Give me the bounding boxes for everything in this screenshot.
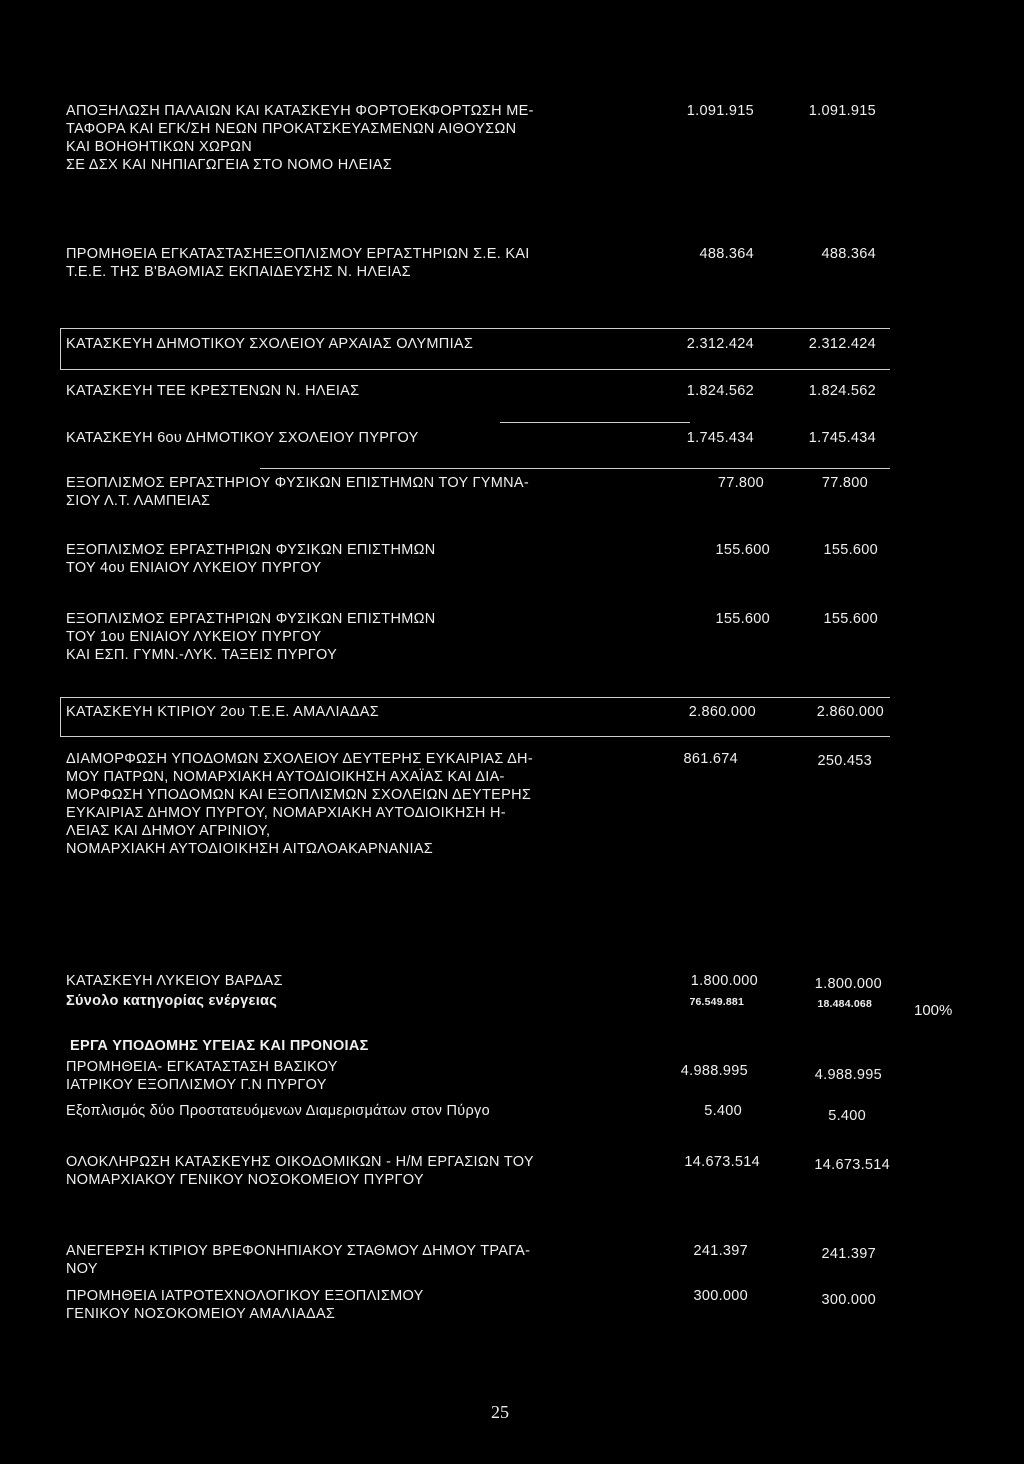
table-rule: [260, 468, 890, 469]
description-line: Εξοπλισμός δύο Προστατευόμενων Διαμερισμάτων στον Πύργο: [66, 1103, 490, 1119]
description-line: ΕΞΟΠΛΙΣΜΟΣ ΕΡΓΑΣΤΗΡΙΩΝ ΦΥΣΙΚΩΝ ΕΠΙΣΤΗΜΩΝ: [66, 611, 436, 627]
allocated-value: 1.091.915: [808, 103, 876, 119]
allocated-value: 155.600: [823, 542, 878, 558]
budget-value: 1.800.000: [690, 973, 758, 989]
description-line: ΚΑΤΑΣΚΕΥΗ ΚΤΙΡΙΟΥ 2ου Τ.Ε.Ε. ΑΜΑΛΙΑΔΑΣ: [66, 704, 379, 720]
item-description: [66, 1153, 656, 1189]
allocated-value: 488.364: [821, 246, 876, 262]
description-line: ΛΕΙΑΣ ΚΑΙ ΔΗΜΟΥ ΑΓΡΙΝΙΟΥ,: [66, 823, 271, 839]
description-line: Σύνολο κατηγορίας ενέργειας: [66, 993, 278, 1009]
table-rule: [60, 328, 61, 370]
description-line: ΚΑΙ ΒΟΗΘΗΤΙΚΩΝ ΧΩΡΩΝ: [66, 139, 252, 155]
description-line: ΕΡΓΑ ΥΠΟΔΟΜΗΣ ΥΓΕΙΑΣ ΚΑΙ ΠΡΟΝΟΙΑΣ: [70, 1038, 369, 1054]
allocated-value: 1.800.000: [814, 976, 882, 992]
description-line: ΓΕΝΙΚΟΥ ΝΟΣΟΚΟΜΕΙΟΥ ΑΜΑΛΙΑΔΑΣ: [66, 1306, 336, 1322]
table-rule: [60, 697, 61, 737]
section-heading: [70, 1037, 660, 1055]
allocated-value: 2.312.424: [808, 336, 876, 352]
page-number: 25: [491, 1402, 509, 1422]
budget-value: 14.673.514: [684, 1154, 760, 1170]
item-description: [66, 1287, 656, 1323]
description-line: ΚΑΤΑΣΚΕΥΗ ΔΗΜΟΤΙΚΟΥ ΣΧΟΛΕΙΟΥ ΑΡΧΑΙΑΣ ΟΛΥΜΠΙΑΣ: [66, 336, 474, 352]
item-description: [66, 972, 656, 990]
budget-value: 300.000: [693, 1288, 748, 1304]
allocated-value: 14.673.514: [814, 1157, 890, 1173]
budget-value: 155.600: [715, 611, 770, 627]
description-line: ΚΑΙ ΕΣΠ. ΓΥΜΝ.-ΛΥΚ. ΤΑΞΕΙΣ ΠΥΡΓΟΥ: [66, 647, 338, 663]
description-line: ΠΡΟΜΗΘΕΙΑ ΕΓΚΑΤΑΣΤΑΣΗΕΞΟΠΛΙΣΜΟΥ ΕΡΓΑΣΤΗΡΙΩΝ Σ.Ε. ΚΑΙ: [66, 246, 530, 262]
description-line: ΕΞΟΠΛΙΣΜΟΣ ΕΡΓΑΣΤΗΡΙΟΥ ΦΥΣΙΚΩΝ ΕΠΙΣΤΗΜΩΝ ΤΟΥ ΓΥΜΝΑ-: [66, 475, 530, 491]
allocated-value: 1.824.562: [808, 383, 876, 399]
description-line: ΝΟΥ: [66, 1261, 98, 1277]
item-description: [66, 245, 656, 281]
description-line: ΜΟΡΦΩΣΗ ΥΠΟΔΟΜΩΝ ΚΑΙ ΕΞΟΠΛΙΣΜΩΝ ΣΧΟΛΕΙΩΝ ΔΕΥΤΕΡΗΣ: [66, 787, 532, 803]
table-rule: [60, 736, 890, 737]
allocated-value: 155.600: [823, 611, 878, 627]
budget-value: 861.674: [683, 751, 738, 767]
item-description: [66, 1102, 656, 1120]
allocated-value: 300.000: [821, 1292, 876, 1308]
description-line: ΑΝΕΓΕΡΣΗ ΚΤΙΡΙΟΥ ΒΡΕΦΟΝΗΠΙΑΚΟΥ ΣΤΑΘΜΟΥ ΔΗΜΟΥ ΤΡΑΓΑ-: [66, 1243, 531, 1259]
budget-value: 155.600: [715, 542, 770, 558]
allocated-value: 5.400: [828, 1108, 866, 1124]
description-line: ΤΟΥ 4ου ΕΝΙΑΙΟΥ ΛΥΚΕΙΟΥ ΠΥΡΓΟΥ: [66, 560, 322, 576]
allocated-value: 1.745.434: [808, 430, 876, 446]
budget-value: 4.988.995: [680, 1063, 748, 1079]
item-description: [66, 335, 656, 353]
allocated-value: 4.988.995: [814, 1067, 882, 1083]
budget-value: 77.800: [717, 475, 764, 491]
budget-value: 2.312.424: [686, 336, 754, 352]
table-rule: [60, 697, 890, 698]
item-description: [66, 429, 656, 447]
description-line: ΠΡΟΜΗΘΕΙΑ- ΕΓΚΑΤΑΣΤΑΣΗ ΒΑΣΙΚΟΥ: [66, 1059, 338, 1075]
item-description: [66, 541, 656, 577]
description-line: ΣΕ ΔΣΧ ΚΑΙ ΝΗΠΙΑΓΩΓΕΙΑ ΣΤΟ ΝΟΜΟ ΗΛΕΙΑΣ: [66, 157, 393, 173]
allocated-value: 77.800: [821, 475, 868, 491]
budget-value: 2.860.000: [688, 704, 756, 720]
description-line: ΤΟΥ 1ου ΕΝΙΑΙΟΥ ΛΥΚΕΙΟΥ ΠΥΡΓΟΥ: [66, 629, 322, 645]
description-line: ΕΥΚΑΙΡΙΑΣ ΔΗΜΟΥ ΠΥΡΓΟΥ, ΝΟΜΑΡΧΙΑΚΗ ΑΥΤΟΔΙΟΙΚΗΣΗ Η-: [66, 805, 506, 821]
allocated-value: 250.453: [817, 753, 872, 769]
item-description: [66, 1242, 656, 1278]
allocated-value: 2.860.000: [816, 704, 884, 720]
budget-value: 488.364: [699, 246, 754, 262]
allocated-total: 18.484.068: [817, 998, 872, 1010]
item-description: [66, 703, 656, 721]
allocated-value: 241.397: [821, 1246, 876, 1262]
description-line: Τ.Ε.Ε. ΤΗΣ Β'ΒΑΘΜΙΑΣ ΕΚΠΑΙΔΕΥΣΗΣ Ν. ΗΛΕΙΑΣ: [66, 264, 411, 280]
percentage-value: 100%: [914, 1002, 953, 1019]
description-line: ΟΛΟΚΛΗΡΩΣΗ ΚΑΤΑΣΚΕΥΗΣ ΟΙΚΟΔΟΜΙΚΩΝ - Η/Μ ΕΡΓΑΣΙΩΝ ΤΟΥ: [66, 1154, 534, 1170]
description-line: ΔΙΑΜΟΡΦΩΣΗ ΥΠΟΔΟΜΩΝ ΣΧΟΛΕΙΟΥ ΔΕΥΤΕΡΗΣ ΕΥΚΑΙΡΙΑΣ ΔΗ-: [66, 751, 533, 767]
description-line: ΑΠΟΞΗΛΩΣΗ ΠΑΛΑΙΩΝ ΚΑΙ ΚΑΤΑΣΚΕΥΗ ΦΟΡΤΟΕΚΦΟΡΤΩΣΗ ΜΕ-: [66, 103, 534, 119]
budget-value: 1.824.562: [686, 383, 754, 399]
budget-total: 76.549.881: [689, 996, 744, 1008]
description-line: ΚΑΤΑΣΚΕΥΗ ΛΥΚΕΙΟΥ ΒΑΡΔΑΣ: [66, 973, 283, 989]
budget-value: 241.397: [693, 1243, 748, 1259]
description-line: ΜΟΥ ΠΑΤΡΩΝ, ΝΟΜΑΡΧΙΑΚΗ ΑΥΤΟΔΙΟΙΚΗΣΗ ΑΧΑΪΑΣ ΚΑΙ ΔΙΑ-: [66, 769, 505, 785]
budget-value: 1.091.915: [686, 103, 754, 119]
description-line: ΤΑΦΟΡΑ ΚΑΙ ΕΓΚ/ΣΗ ΝΕΩΝ ΠΡΟΚΑΤΣΚΕΥΑΣΜΕΝΩΝ ΑΙΘΟΥΣΩΝ: [66, 121, 517, 137]
item-description: [66, 1058, 656, 1094]
description-line: ΝΟΜΑΡΧΙΑΚΟΥ ΓΕΝΙΚΟΥ ΝΟΣΟΚΟΜΕΙΟΥ ΠΥΡΓΟΥ: [66, 1172, 424, 1188]
description-line: ΙΑΤΡΙΚΟΥ ΕΞΟΠΛΙΣΜΟΥ Γ.Ν ΠΥΡΓΟΥ: [66, 1077, 327, 1093]
item-description: [66, 750, 656, 858]
description-line: ΝΟΜΑΡΧΙΑΚΗ ΑΥΤΟΔΙΟΙΚΗΣΗ ΑΙΤΩΛΟΑΚΑΡΝΑΝΙΑΣ: [66, 841, 434, 857]
description-line: ΕΞΟΠΛΙΣΜΟΣ ΕΡΓΑΣΤΗΡΙΩΝ ΦΥΣΙΚΩΝ ΕΠΙΣΤΗΜΩΝ: [66, 542, 436, 558]
table-rule: [60, 369, 890, 370]
item-description: [66, 382, 656, 400]
budget-value: 1.745.434: [686, 430, 754, 446]
category-total-label: [66, 992, 656, 1010]
description-line: ΚΑΤΑΣΚΕΥΗ 6ου ΔΗΜΟΤΙΚΟΥ ΣΧΟΛΕΙΟΥ ΠΥΡΓΟΥ: [66, 430, 419, 446]
table-rule: [500, 422, 690, 423]
budget-value: 5.400: [704, 1103, 742, 1119]
description-line: ΣΙΟΥ Λ.Τ. ΛΑΜΠΕΙΑΣ: [66, 493, 211, 509]
item-description: [66, 610, 656, 664]
item-description: [66, 474, 656, 510]
table-rule: [60, 328, 890, 329]
description-line: ΠΡΟΜΗΘΕΙΑ ΙΑΤΡΟΤΕΧΝΟΛΟΓΙΚΟΥ ΕΞΟΠΛΙΣΜΟΥ: [66, 1288, 424, 1304]
item-description: [66, 102, 656, 174]
description-line: ΚΑΤΑΣΚΕΥΗ ΤΕΕ ΚΡΕΣΤΕΝΩΝ Ν. ΗΛΕΙΑΣ: [66, 383, 360, 399]
